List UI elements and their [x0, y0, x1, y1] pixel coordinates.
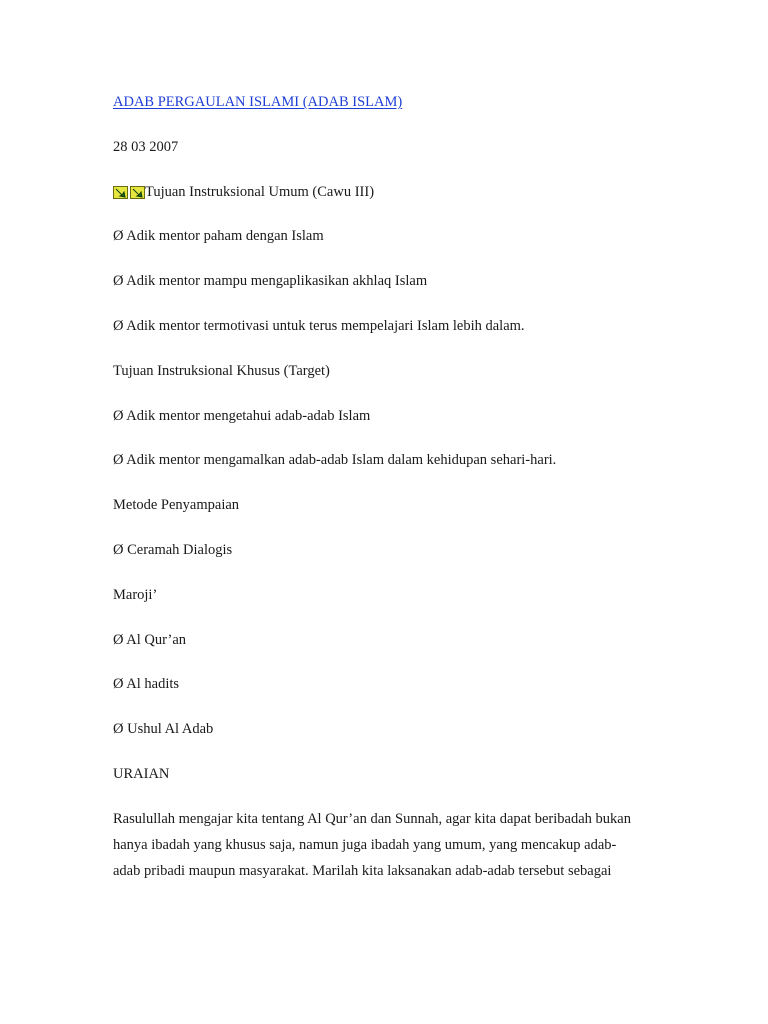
- list-item: [113, 674, 673, 694]
- list-item: [113, 450, 673, 470]
- list-item: [113, 630, 673, 650]
- arrow-icon: [130, 186, 145, 199]
- title-line: [113, 92, 673, 112]
- list-item: [113, 719, 673, 739]
- document-date: 28 03 2007: [113, 138, 179, 155]
- section-heading-text: Metode Penyampaian: [113, 497, 240, 514]
- method-heading: [113, 495, 673, 515]
- list-item-text: Ø Al Qur’an: [113, 631, 187, 648]
- list-item: [113, 540, 673, 560]
- objective-general-title: Tujuan Instruksional Umum (Cawu III): [145, 183, 375, 200]
- list-item-text: Ø Adik mentor paham dengan Islam: [113, 228, 324, 245]
- paragraph-line: adab pribadi maupun masyarakat. Marilah kita laksanakan adab-adab tersebut sebagai: [113, 862, 612, 879]
- arrow-icon: [113, 186, 128, 199]
- list-item-text: Ø Ceramah Dialogis: [113, 541, 233, 558]
- objective-general-heading: [113, 182, 673, 202]
- icon-group: [113, 186, 145, 199]
- paragraph-line: Rasulullah mengajar kita tentang Al Qur’an dan Sunnah, agar kita dapat beribadah bukan: [113, 810, 631, 827]
- references-heading: [113, 585, 673, 605]
- document-title-link[interactable]: ADAB PERGAULAN ISLAMI (ADAB ISLAM): [113, 94, 403, 110]
- description-heading: [113, 764, 673, 784]
- list-item: [113, 226, 673, 246]
- list-item-text: Ø Al hadits: [113, 676, 180, 693]
- list-item: [113, 271, 673, 291]
- list-item-text: Ø Adik mentor termotivasi untuk terus mempelajari Islam lebih dalam.: [113, 317, 525, 334]
- list-item: [113, 316, 673, 336]
- list-item-text: Ø Adik mentor mampu mengaplikasikan akhlaq Islam: [113, 273, 428, 290]
- paragraph-line: hanya ibadah yang khusus saja, namun juga ibadah yang umum, yang mencakup adab-: [113, 836, 617, 853]
- description-paragraph: [113, 806, 673, 884]
- list-item-text: Ø Ushul Al Adab: [113, 721, 214, 738]
- section-heading-text: URAIAN: [113, 765, 170, 782]
- list-item-text: Ø Adik mentor mengetahui adab-adab Islam: [113, 407, 371, 424]
- list-item-text: Ø Adik mentor mengamalkan adab-adab Islam dalam kehidupan sehari-hari.: [113, 452, 557, 469]
- document-body: [113, 92, 673, 884]
- date-line: [113, 137, 673, 157]
- objective-specific-heading: [113, 361, 673, 381]
- list-item: [113, 406, 673, 426]
- section-heading-text: Tujuan Instruksional Khusus (Target): [113, 362, 330, 379]
- section-heading-text: Maroji’: [113, 586, 158, 603]
